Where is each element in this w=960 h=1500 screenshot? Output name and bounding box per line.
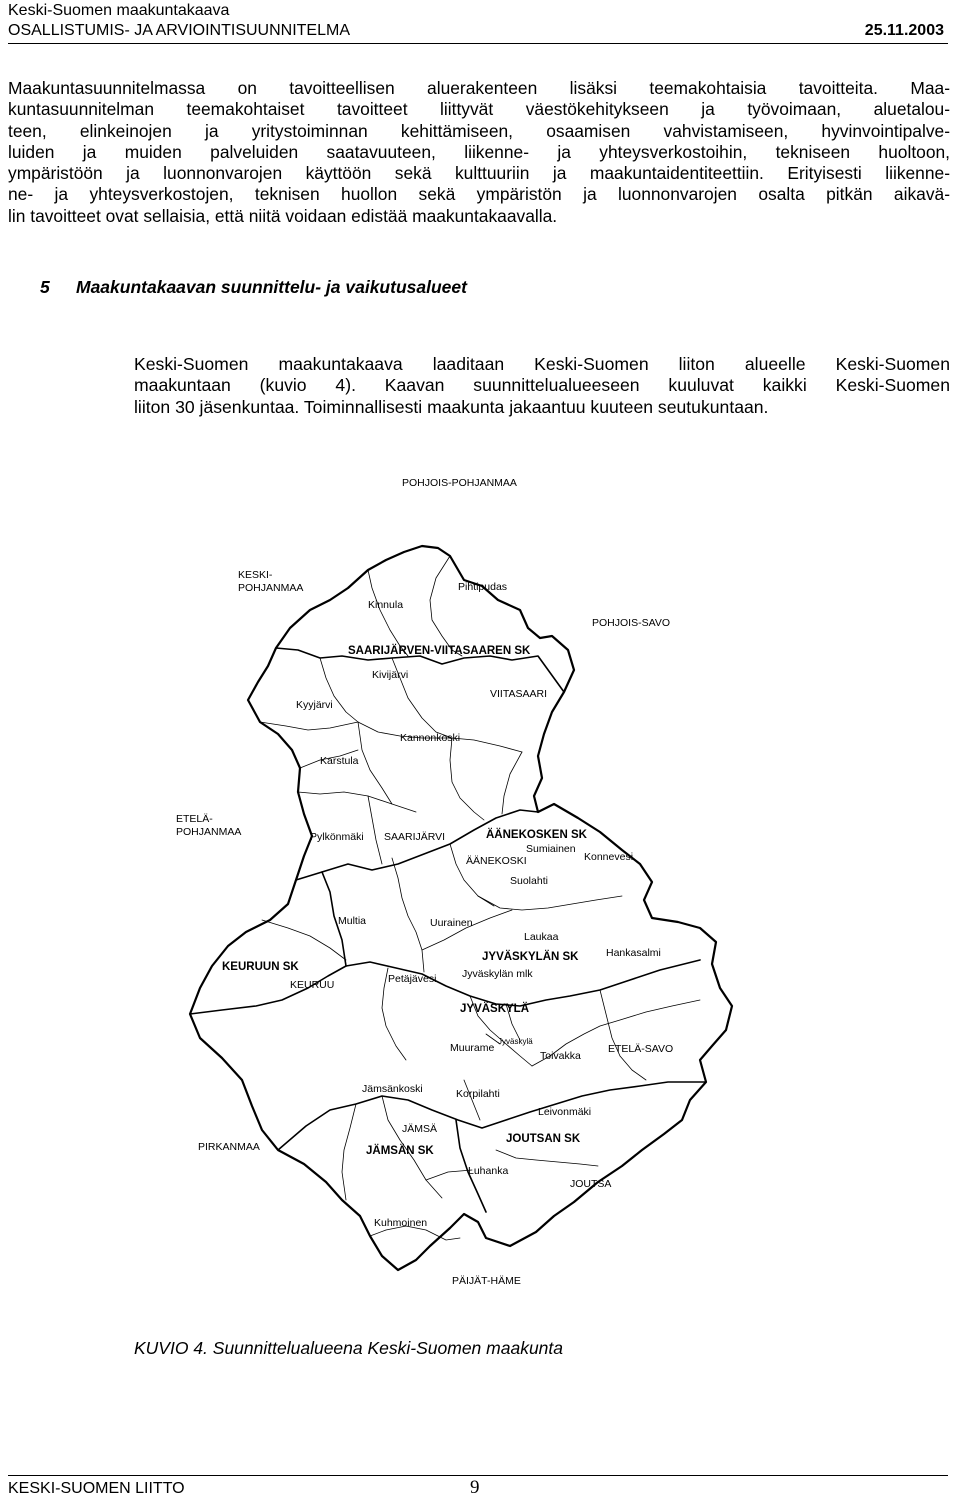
label-saarijarven-viitasaaren-sk: SAARIJÄRVEN-VIITASAAREN SK — [348, 645, 531, 657]
section-title: Maakuntakaavan suunnittelu- ja vaikutusalueet — [76, 277, 467, 297]
intro-line: lin tavoitteet ovat sellaisia, että niitä voidaan edistää maakuntakaavalla. — [8, 205, 558, 226]
label-multia: Multia — [338, 915, 367, 927]
intro-line: kuntasuunnitelman teemakohtaiset tavoitteet liittyvät väestökehitykseen ja työvoimaan, aluetalou- — [8, 99, 950, 120]
label-pirkanmaa: PIRKANMAA — [198, 1141, 260, 1153]
label-kyyjarvi: Kyyjärvi — [296, 699, 333, 711]
label-kivijarvi: Kivijärvi — [372, 669, 409, 681]
section-heading — [40, 277, 467, 298]
label-kinnula: Kinnula — [368, 599, 404, 611]
label-suolahti: Suolahti — [510, 875, 548, 887]
region-map — [160, 460, 900, 1310]
header-subtitle: OSALLISTUMIS- JA ARVIOINTISUUNNITELMA — [8, 22, 350, 39]
header-date: 25.11.2003 — [864, 22, 944, 39]
intro-line: Maakuntasuunnitelmassa on tavoitteellisen aluerakenteen lisäksi teemakohtaisia tavoitteita. Maa- — [8, 78, 950, 98]
label-uurainen: Uurainen — [430, 917, 473, 929]
label-keski-pohjanmaa-line1: KESKI- — [238, 569, 273, 581]
label-sumiainen: Sumiainen — [526, 843, 576, 855]
label-petajavesi: Petäjävesi — [388, 973, 437, 985]
body-paragraph — [134, 354, 950, 418]
label-jyvaskylan-mlk: Jyväskylän mlk — [462, 968, 533, 980]
label-pylkonmaki: Pylkönmäki — [310, 831, 364, 843]
label-luhanka: Luhanka — [468, 1165, 509, 1177]
label-joutsan-sk: JOUTSAN SK — [506, 1133, 581, 1145]
intro-line: teen, elinkeinojen ja yritystoiminnan kehittämiseen, osaamisen vahvistamiseen, hyvinvointipalve- — [8, 120, 950, 141]
header-rule — [8, 43, 948, 44]
body-line: Keski-Suomen maakuntakaava laaditaan Keski-Suomen liiton alueelle Keski-Suomen — [134, 354, 950, 374]
label-etela-savo: ETELÄ-SAVO — [608, 1043, 674, 1055]
figure-caption: KUVIO 4. Suunnittelualueena Keski-Suomen maakunta — [134, 1338, 564, 1358]
label-hankasalmi: Hankasalmi — [606, 947, 661, 959]
label-kannonkoski: Kannonkoski — [400, 732, 461, 744]
label-etela-pohjanmaa-line1: ETELÄ- — [176, 813, 213, 825]
label-keuruun-sk: KEURUUN SK — [222, 961, 299, 973]
label-toivakka: Toivakka — [540, 1050, 581, 1062]
municipality-borders — [260, 556, 700, 1240]
label-aanekoski: ÄÄNEKOSKI — [466, 855, 527, 867]
body-line: maakuntaan (kuvio 4). Kaavan suunnittelualueeseen kuuluvat kaikki Keski-Suomen — [134, 375, 950, 396]
label-leivonmaki: Leivonmäki — [538, 1106, 592, 1118]
label-laukaa: Laukaa — [524, 931, 559, 943]
page-number: 9 — [470, 1477, 480, 1498]
label-pihtipudas: Pihtipudas — [458, 581, 508, 593]
intro-line: luiden ja muiden palveluiden saatavuuteen, liikenne- ja yhteysverkostoihin, tekniseen huoltoon, — [8, 141, 950, 162]
label-kuhmoinen: Kuhmoinen — [374, 1217, 428, 1229]
intro-line: ympäristöön ja luonnonvarojen käyttöön sekä kulttuuriin ja maakuntaidentiteettiin. Erityisesti liikenne- — [8, 163, 950, 184]
label-jyvaskyla-small: Jyväskylä — [498, 1037, 533, 1046]
footer-organization: KESKI-SUOMEN LIITTO — [8, 1480, 185, 1497]
label-keuruu: KEURUU — [290, 979, 335, 991]
label-viitasaari: VIITASAARI — [490, 688, 547, 700]
label-jamsa: JÄMSÄ — [402, 1123, 438, 1135]
label-jyvaskylan-sk: JYVÄSKYLÄN SK — [482, 951, 579, 963]
footer-rule — [8, 1475, 948, 1476]
label-karstula: Karstula — [320, 755, 359, 767]
intro-line: ne- ja yhteysverkostojen, teknisen huollon sekä ympäristön ja luonnonvarojen osalta pitkän aikavä- — [8, 184, 950, 205]
label-jamsankoski: Jämsänkoski — [362, 1083, 423, 1095]
label-jamsan-sk: JÄMSÄN SK — [366, 1145, 434, 1157]
label-saarijarvi: SAARIJÄRVI — [384, 831, 446, 843]
section-number: 5 — [40, 277, 50, 297]
label-aanekosken-sk: ÄÄNEKOSKEN SK — [486, 829, 587, 841]
body-line: liiton 30 jäsenkuntaa. Toiminnallisesti maakunta jakaantuu kuuteen seutukuntaan. — [134, 396, 769, 417]
label-etela-pohjanmaa-line2: POHJANMAA — [176, 826, 242, 838]
label-pohjois-pohjanmaa: POHJOIS-POHJANMAA — [402, 477, 517, 489]
label-paijat-hame: PÄIJÄT-HÄME — [452, 1275, 521, 1287]
map-labels — [176, 477, 673, 1287]
header-title: Keski-Suomen maakuntakaava — [8, 2, 230, 19]
label-keski-pohjanmaa-line2: POHJANMAA — [238, 582, 304, 594]
label-muurame: Muurame — [450, 1042, 495, 1054]
label-korpilahti: Korpilahti — [456, 1088, 500, 1100]
label-konnevesi: Konnevesi — [584, 851, 634, 863]
label-jyvaskyla: JYVÄSKYLÄ — [460, 1003, 530, 1015]
label-joutsa: JOUTSA — [570, 1178, 612, 1190]
intro-paragraph — [8, 78, 950, 227]
label-pohjois-savo: POHJOIS-SAVO — [592, 617, 670, 629]
